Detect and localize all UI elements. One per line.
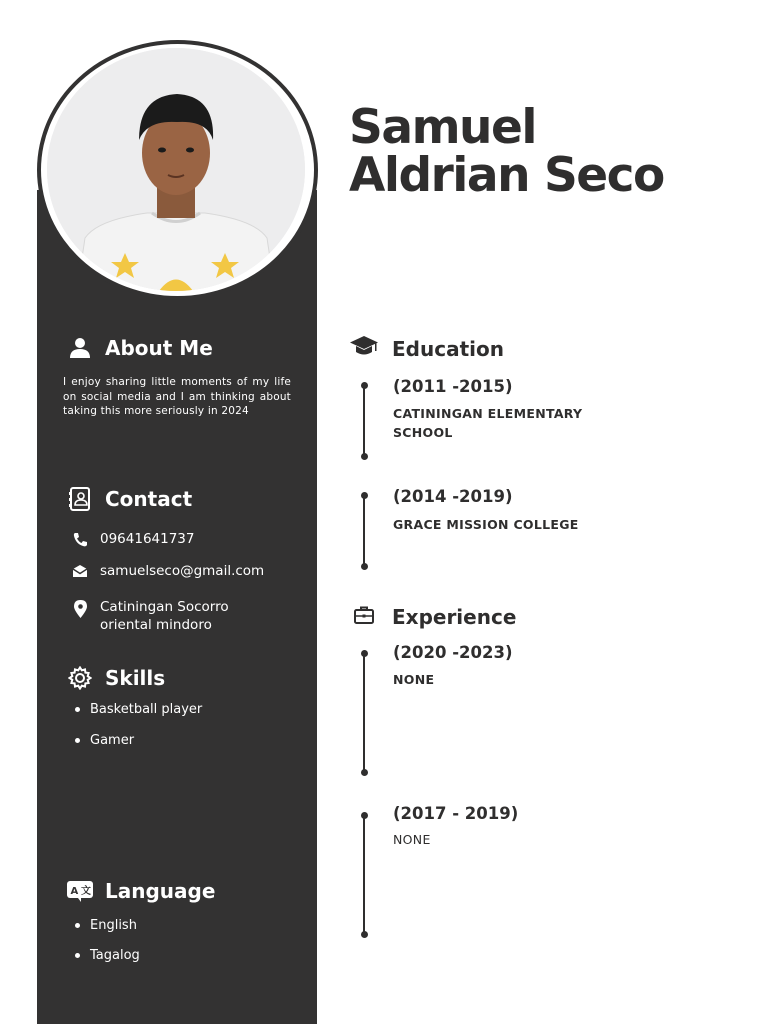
address-line-1: Catiningan Socorro (100, 599, 229, 615)
location-pin-icon (72, 598, 88, 618)
experience-detail: NONE (393, 832, 431, 847)
timeline-line (363, 815, 365, 935)
contact-heading (67, 486, 192, 512)
contact-phone (72, 530, 194, 548)
language-label: English (90, 918, 137, 933)
education-institution: GRACE MISSION COLLEGE (393, 517, 579, 532)
education-years: (2014 -2019) (393, 487, 513, 506)
timeline-line (363, 385, 365, 457)
skill-label: Gamer (90, 733, 135, 748)
address-line-2: oriental mindoro (100, 617, 212, 633)
person-icon (67, 335, 93, 361)
about-heading (67, 335, 213, 361)
timeline-line (363, 495, 365, 567)
experience-years: (2017 - 2019) (393, 804, 519, 823)
envelope-icon (72, 562, 88, 580)
experience-heading-label: Experience (392, 605, 517, 629)
first-name: Samuel (349, 100, 536, 155)
skills-heading (67, 665, 165, 691)
list-item (75, 702, 202, 717)
full-name (349, 100, 749, 203)
education-years: (2011 -2015) (393, 377, 513, 396)
timeline-line (363, 653, 365, 773)
gear-icon (67, 665, 93, 691)
language-heading-label: Language (105, 879, 216, 903)
experience-detail: NONE (393, 672, 435, 687)
skills-heading-label: Skills (105, 666, 166, 690)
phone-icon (72, 530, 88, 548)
phone-number: 09641641737 (100, 531, 195, 547)
education-heading (350, 335, 504, 362)
svg-text:文: 文 (81, 886, 91, 897)
graduation-cap-icon (350, 335, 378, 362)
education-institution: CATININGAN ELEMENTARY SCHOOL (393, 406, 583, 440)
education-heading-label: Education (392, 336, 504, 361)
last-name: Aldrian Seco (349, 148, 664, 203)
contact-email (72, 562, 264, 580)
about-text: I enjoy sharing little moments of my life on social media and I am thinking about taking this more seriously in 2024 (63, 376, 291, 417)
contact-heading-label: Contact (105, 487, 193, 511)
experience-heading (354, 605, 516, 629)
contact-address (72, 598, 229, 634)
contact-book-icon (67, 486, 93, 512)
profile-photo (47, 48, 305, 291)
skill-label: Basketball player (90, 702, 203, 717)
translate-icon (67, 878, 93, 904)
experience-years: (2020 -2023) (393, 643, 513, 662)
about-heading-label: About Me (105, 336, 213, 360)
email-address: samuelseco@gmail.com (100, 563, 265, 579)
briefcase-icon (354, 605, 374, 629)
list-item (75, 948, 140, 963)
language-label: Tagalog (90, 948, 140, 963)
list-item (75, 733, 134, 748)
svg-text:A: A (70, 886, 79, 897)
list-item (75, 918, 137, 933)
language-heading (67, 878, 215, 904)
